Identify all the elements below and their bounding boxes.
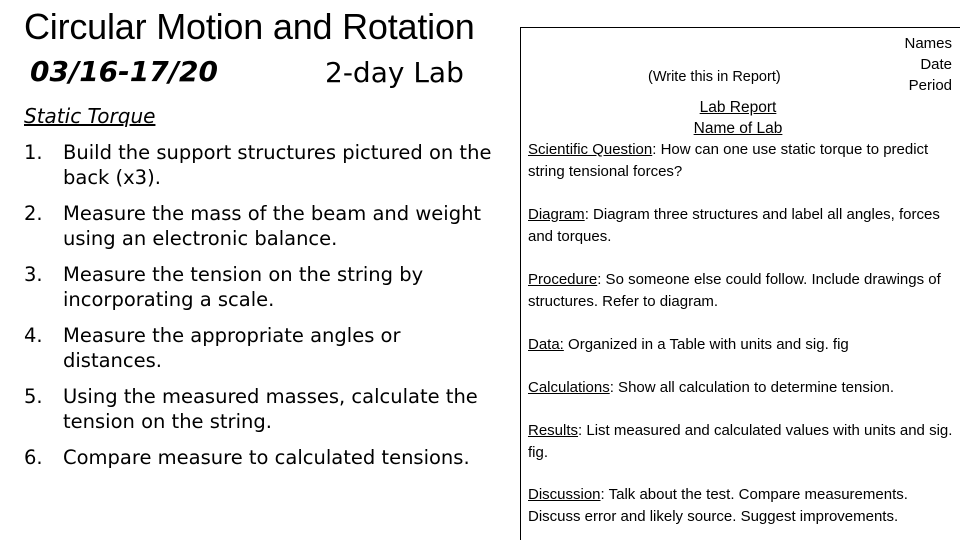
report-section-discussion bbox=[528, 484, 956, 527]
page-title: Circular Motion and Rotation bbox=[24, 6, 475, 47]
section-text: Organized in a Table with units and sig. fig bbox=[563, 336, 849, 353]
step-text: Build the support structures pictured on the back (x3). bbox=[63, 141, 492, 189]
section-separator: : bbox=[597, 271, 602, 288]
section-text: Diagram three structures and label all angles, forces and torques. bbox=[528, 206, 940, 245]
report-box-top-border bbox=[520, 27, 960, 28]
step-number: 5. bbox=[24, 385, 43, 408]
names-date-period-block bbox=[904, 33, 952, 96]
step-number: 1. bbox=[24, 141, 43, 164]
report-section-results bbox=[528, 420, 956, 463]
step-text: Measure the tension on the string by incorporating a scale. bbox=[63, 263, 424, 311]
procedure-step bbox=[24, 445, 500, 470]
period-line: Period bbox=[908, 77, 952, 94]
section-label: Calculations bbox=[528, 379, 610, 396]
report-box-left-border bbox=[520, 27, 521, 540]
section-label: Procedure bbox=[528, 271, 598, 288]
procedure-step bbox=[24, 140, 500, 190]
section-separator: : bbox=[578, 422, 583, 439]
lab-report-heading: Lab Report bbox=[699, 99, 777, 116]
date-line: Date bbox=[920, 56, 952, 73]
section-separator: : bbox=[600, 486, 605, 503]
section-label: Results bbox=[528, 422, 579, 439]
procedure-step bbox=[24, 201, 500, 251]
section-separator: : bbox=[584, 206, 589, 223]
report-section-calculations bbox=[528, 377, 956, 399]
lab-date: 03/16-17/20 bbox=[30, 55, 218, 88]
step-number: 3. bbox=[24, 263, 43, 286]
report-section-scientific-question bbox=[528, 139, 956, 182]
step-text: Using the measured masses, calculate the tension on the string. bbox=[63, 385, 478, 433]
names-line: Names bbox=[904, 35, 952, 52]
lab-report-title bbox=[638, 97, 838, 139]
section-text: List measured and calculated values with units and sig. fig. bbox=[528, 422, 953, 461]
lab-name-heading: Name of Lab bbox=[693, 120, 783, 137]
step-number: 6. bbox=[24, 446, 43, 469]
section-label: Scientific Question bbox=[528, 141, 653, 158]
step-number: 4. bbox=[24, 324, 43, 347]
procedure-step bbox=[24, 384, 500, 434]
procedure-steps-list bbox=[24, 140, 500, 481]
procedure-step bbox=[24, 262, 500, 312]
section-separator: : bbox=[609, 379, 614, 396]
report-section-procedure bbox=[528, 269, 956, 312]
section-heading-static-torque: Static Torque bbox=[24, 104, 156, 128]
step-text: Measure the mass of the beam and weight using an electronic balance. bbox=[63, 202, 482, 250]
step-text: Compare measure to calculated tensions. bbox=[63, 446, 470, 469]
section-label: Data: bbox=[528, 336, 564, 353]
procedure-step bbox=[24, 323, 500, 373]
lab-duration: 2-day Lab bbox=[325, 56, 464, 89]
section-separator: : bbox=[652, 141, 657, 158]
section-text: Talk about the test. Compare measurements. Discuss error and likely source. Suggest improvements. bbox=[528, 486, 908, 525]
section-text: How can one use static torque to predict string tensional forces? bbox=[528, 141, 929, 180]
report-section-data bbox=[528, 334, 956, 356]
step-number: 2. bbox=[24, 202, 43, 225]
section-label: Diagram bbox=[528, 206, 585, 223]
section-text: So someone else could follow. Include drawings of structures. Refer to diagram. bbox=[528, 271, 941, 310]
section-text: Show all calculation to determine tension. bbox=[613, 379, 895, 396]
report-note: (Write this in Report) bbox=[648, 69, 781, 85]
report-section-diagram bbox=[528, 204, 956, 247]
section-label: Discussion bbox=[528, 486, 601, 503]
step-text: Measure the appropriate angles or distances. bbox=[63, 324, 401, 372]
